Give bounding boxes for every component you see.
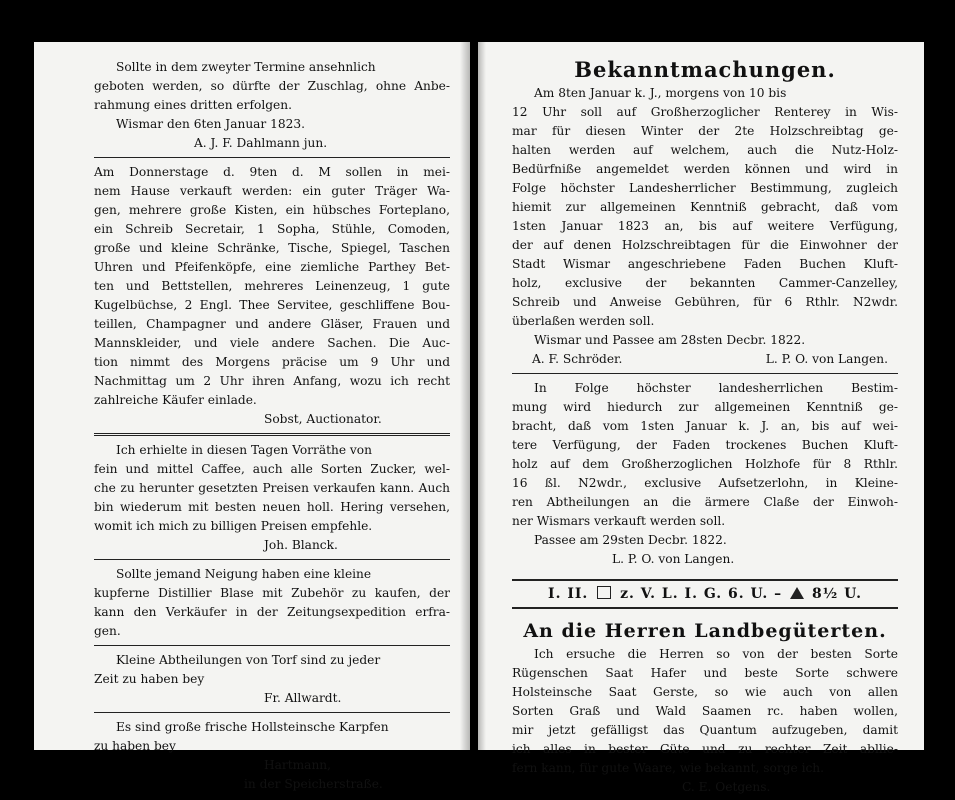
- notice-saat: [512, 645, 898, 797]
- text-line: der auf denen Holzschreibtagen für die Einwohner der: [512, 238, 898, 252]
- text-line: geboten werden, so dürfte der Zuschlag, ohne Anbe-: [94, 79, 450, 93]
- text-line: womit ich mich zu billigen Preisen empfehle.: [94, 519, 373, 533]
- text-line: halten werden auf welchem, auch die Nutz-Holz-: [512, 143, 898, 157]
- text-line: Mannskleider, und viele andere Sachen. Die Auc-: [94, 336, 450, 350]
- text-line: gen.: [94, 624, 121, 638]
- text-line: ich alles in bester Güte und zu rechter Zeit abllie-: [512, 742, 898, 756]
- text-line: Ich erhielte in diesen Tagen Vorräthe von: [116, 443, 372, 457]
- text-line: 16 ßl. N2wdr., exclusive Aufsetzerlohn, in Kleine-: [512, 476, 898, 490]
- text-line: gen, mehrere große Kisten, ein hübsches Forteplano,: [94, 203, 450, 217]
- text-line: zahlreiche Käufer einlade.: [94, 393, 257, 407]
- signature: A. F. Schröder.: [532, 352, 623, 366]
- text-line: Nachmittag um 2 Uhr ihren Anfang, wozu ich recht: [94, 374, 450, 388]
- notice-holzhof: [512, 379, 898, 569]
- gutter-shadow: [478, 42, 486, 750]
- text-line: überlaßen werden soll.: [512, 314, 655, 328]
- divider: [94, 712, 450, 713]
- text-line: che zu herunter gesetzten Preisen verkaufen kann. Auch: [94, 481, 450, 495]
- lottery-middle: z. V. L. I. G. 6. U. –: [620, 586, 783, 602]
- text-line: Sollte in dem zweyter Termine ansehnlich: [116, 60, 376, 74]
- text-line: mar für diesen Winter der 2te Holzschreibtag ge-: [512, 124, 898, 138]
- signature: A. J. F. Dahlmann jun.: [194, 136, 328, 150]
- notice-dahlmann: [94, 58, 450, 153]
- text-line: ner Wismars verkauft werden soll.: [512, 514, 726, 528]
- text-line: bin wiederum mit besten neuen holl. Hering versehen,: [94, 500, 450, 514]
- text-line: holz auf dem Großherzoglichen Holzhofe für 8 Rthlr.: [512, 457, 898, 471]
- signature: C. E. Oetgens.: [682, 780, 771, 794]
- text-line: große und kleine Schränke, Tische, Spiegel, Taschen: [94, 241, 450, 255]
- left-page: [34, 42, 470, 791]
- text-line: Ich ersuche die Herren so von der besten Sorte: [534, 647, 898, 661]
- text-line: ren Abtheilungen an die ärmere Claße der Einwoh-: [512, 495, 898, 509]
- date-line: Wismar und Passee am 28sten Decbr. 1822.: [534, 333, 806, 347]
- divider: [94, 559, 450, 560]
- text-line: Rügenschen Saat Hafer und beste Sorte schwere: [512, 666, 898, 680]
- text-line: Kugelbüchse, 2 Engl. Thee Servitee, geschliffene Bou-: [94, 298, 450, 312]
- right-page: [478, 42, 924, 794]
- text-line: Sorten Graß und Wald Saamen rc. haben wollen,: [512, 704, 898, 718]
- text-line: tere Verfügung, der Faden trockenes Buchen Kluft-: [512, 438, 898, 452]
- text-line: 12 Uhr soll auf Großherzoglicher Renterey in Wis-: [512, 105, 898, 119]
- text-line: Holsteinsche Saat Gerste, so wie auch von allen: [512, 685, 898, 699]
- text-line: mung wird hiedurch zur allgemeinen Kenntniß ge-: [512, 400, 898, 414]
- date-line: Wismar den 6ten Januar 1823.: [116, 117, 306, 131]
- text-line: Schreib und Anweise Gebühren, für 6 Rthlr. N2wdr.: [512, 295, 898, 309]
- text-line: mir jetzt gefälligst das Quantum aufzugeben, damit: [512, 723, 898, 737]
- text-line: teillen, Champagner und andere Gläser, Frauen und: [94, 317, 450, 331]
- text-line: hiemit zur allgemeinen Kenntniß gebracht, daß vom: [512, 200, 898, 214]
- signature: in der Speicherstraße.: [244, 777, 383, 791]
- signature: Fr. Allwardt.: [264, 691, 342, 705]
- notice-holzschreibtag: [512, 84, 898, 369]
- text-line: nem Hause verkauft werden: ein guter Träger Wa-: [94, 184, 450, 198]
- section-heading-landbeguterten: An die Herren Landbegüterten.: [523, 620, 887, 642]
- lottery-row: [512, 579, 898, 609]
- signature: Sobst, Auctionator.: [264, 412, 382, 426]
- text-line: ein Schreib Secretair, 1 Sopha, Stühle, Comoden,: [94, 222, 450, 236]
- notice-distillier: [94, 565, 450, 641]
- text-line: fein und mittel Caffee, auch alle Sorten Zucker, wel-: [94, 462, 450, 476]
- text-line: Am Donnerstage d. 9ten d. M sollen in mei-: [94, 165, 450, 179]
- notice-torf: [94, 651, 450, 708]
- text-line: In Folge höchster landesherrlichen Bestim-: [534, 381, 898, 395]
- gutter-shadow: [460, 42, 470, 750]
- divider: [94, 433, 450, 436]
- text-line: kupferne Distillier Blase mit Zubehör zu kaufen, der: [94, 586, 450, 600]
- text-line: 1sten Januar 1823 an, bis auf weitere Verfügung,: [512, 219, 898, 233]
- text-line: ten und Bettstellen, mehreres Leinenzeug, 1 gute: [94, 279, 450, 293]
- text-line: zu haben bey: [94, 739, 176, 753]
- text-line: Bedürfniße angemeldet werden können und wird in: [512, 162, 898, 176]
- text-line: Folge höchster Landesherrlicher Bestimmung, zugleich: [512, 181, 898, 195]
- notice-auction: [94, 163, 450, 429]
- text-line: Zeit zu haben bey: [94, 672, 205, 686]
- notice-blanck: [94, 441, 450, 555]
- lottery-suffix: 8½ U.: [811, 586, 862, 602]
- text-line: kann den Verkäufer in der Zeitungsexpedition erfra-: [94, 605, 450, 619]
- notice-karpfen: [94, 718, 450, 794]
- date-line: Passee am 29sten Decbr. 1822.: [534, 533, 727, 547]
- text-line: Sollte jemand Neigung haben eine kleine: [116, 567, 372, 581]
- text-line: tion nimmt des Morgens präcise um 9 Uhr und: [94, 355, 450, 369]
- signature-row: [512, 350, 898, 369]
- text-line: holz, exclusive der bekannten Cammer-Canzelley,: [512, 276, 898, 290]
- text-line: Stadt Wismar angeschriebene Faden Buchen Kluft-: [512, 257, 898, 271]
- text-line: Uhren und Pfeifenköpfe, eine ziemliche Parthey Bet-: [94, 260, 450, 274]
- text-line: fern kann, für gute Waare, wie bekannt, sorge ich.: [512, 761, 825, 775]
- signature: L. P. O. von Langen.: [765, 352, 888, 366]
- signature: Joh. Blanck.: [264, 538, 338, 552]
- signature: L. P. O. von Langen.: [612, 552, 735, 566]
- divider: [94, 157, 450, 158]
- divider: [512, 373, 898, 374]
- text-line: Am 8ten Januar k. J., morgens von 10 bis: [534, 86, 787, 100]
- signature: Hartmann,: [264, 758, 332, 772]
- square-icon: [597, 586, 611, 599]
- text-line: Es sind große frische Hollsteinsche Karpfen: [116, 720, 389, 734]
- text-line: bracht, daß vom 1sten Januar k. J. an, bis auf wei-: [512, 419, 898, 433]
- divider: [94, 645, 450, 646]
- section-heading: Bekanntmachungen.: [574, 57, 836, 82]
- triangle-icon: [790, 587, 804, 599]
- text-line: rahmung eines dritten erfolgen.: [94, 98, 292, 112]
- text-line: Kleine Abtheilungen von Torf sind zu jeder: [116, 653, 381, 667]
- lottery-prefix: I. II.: [548, 586, 589, 602]
